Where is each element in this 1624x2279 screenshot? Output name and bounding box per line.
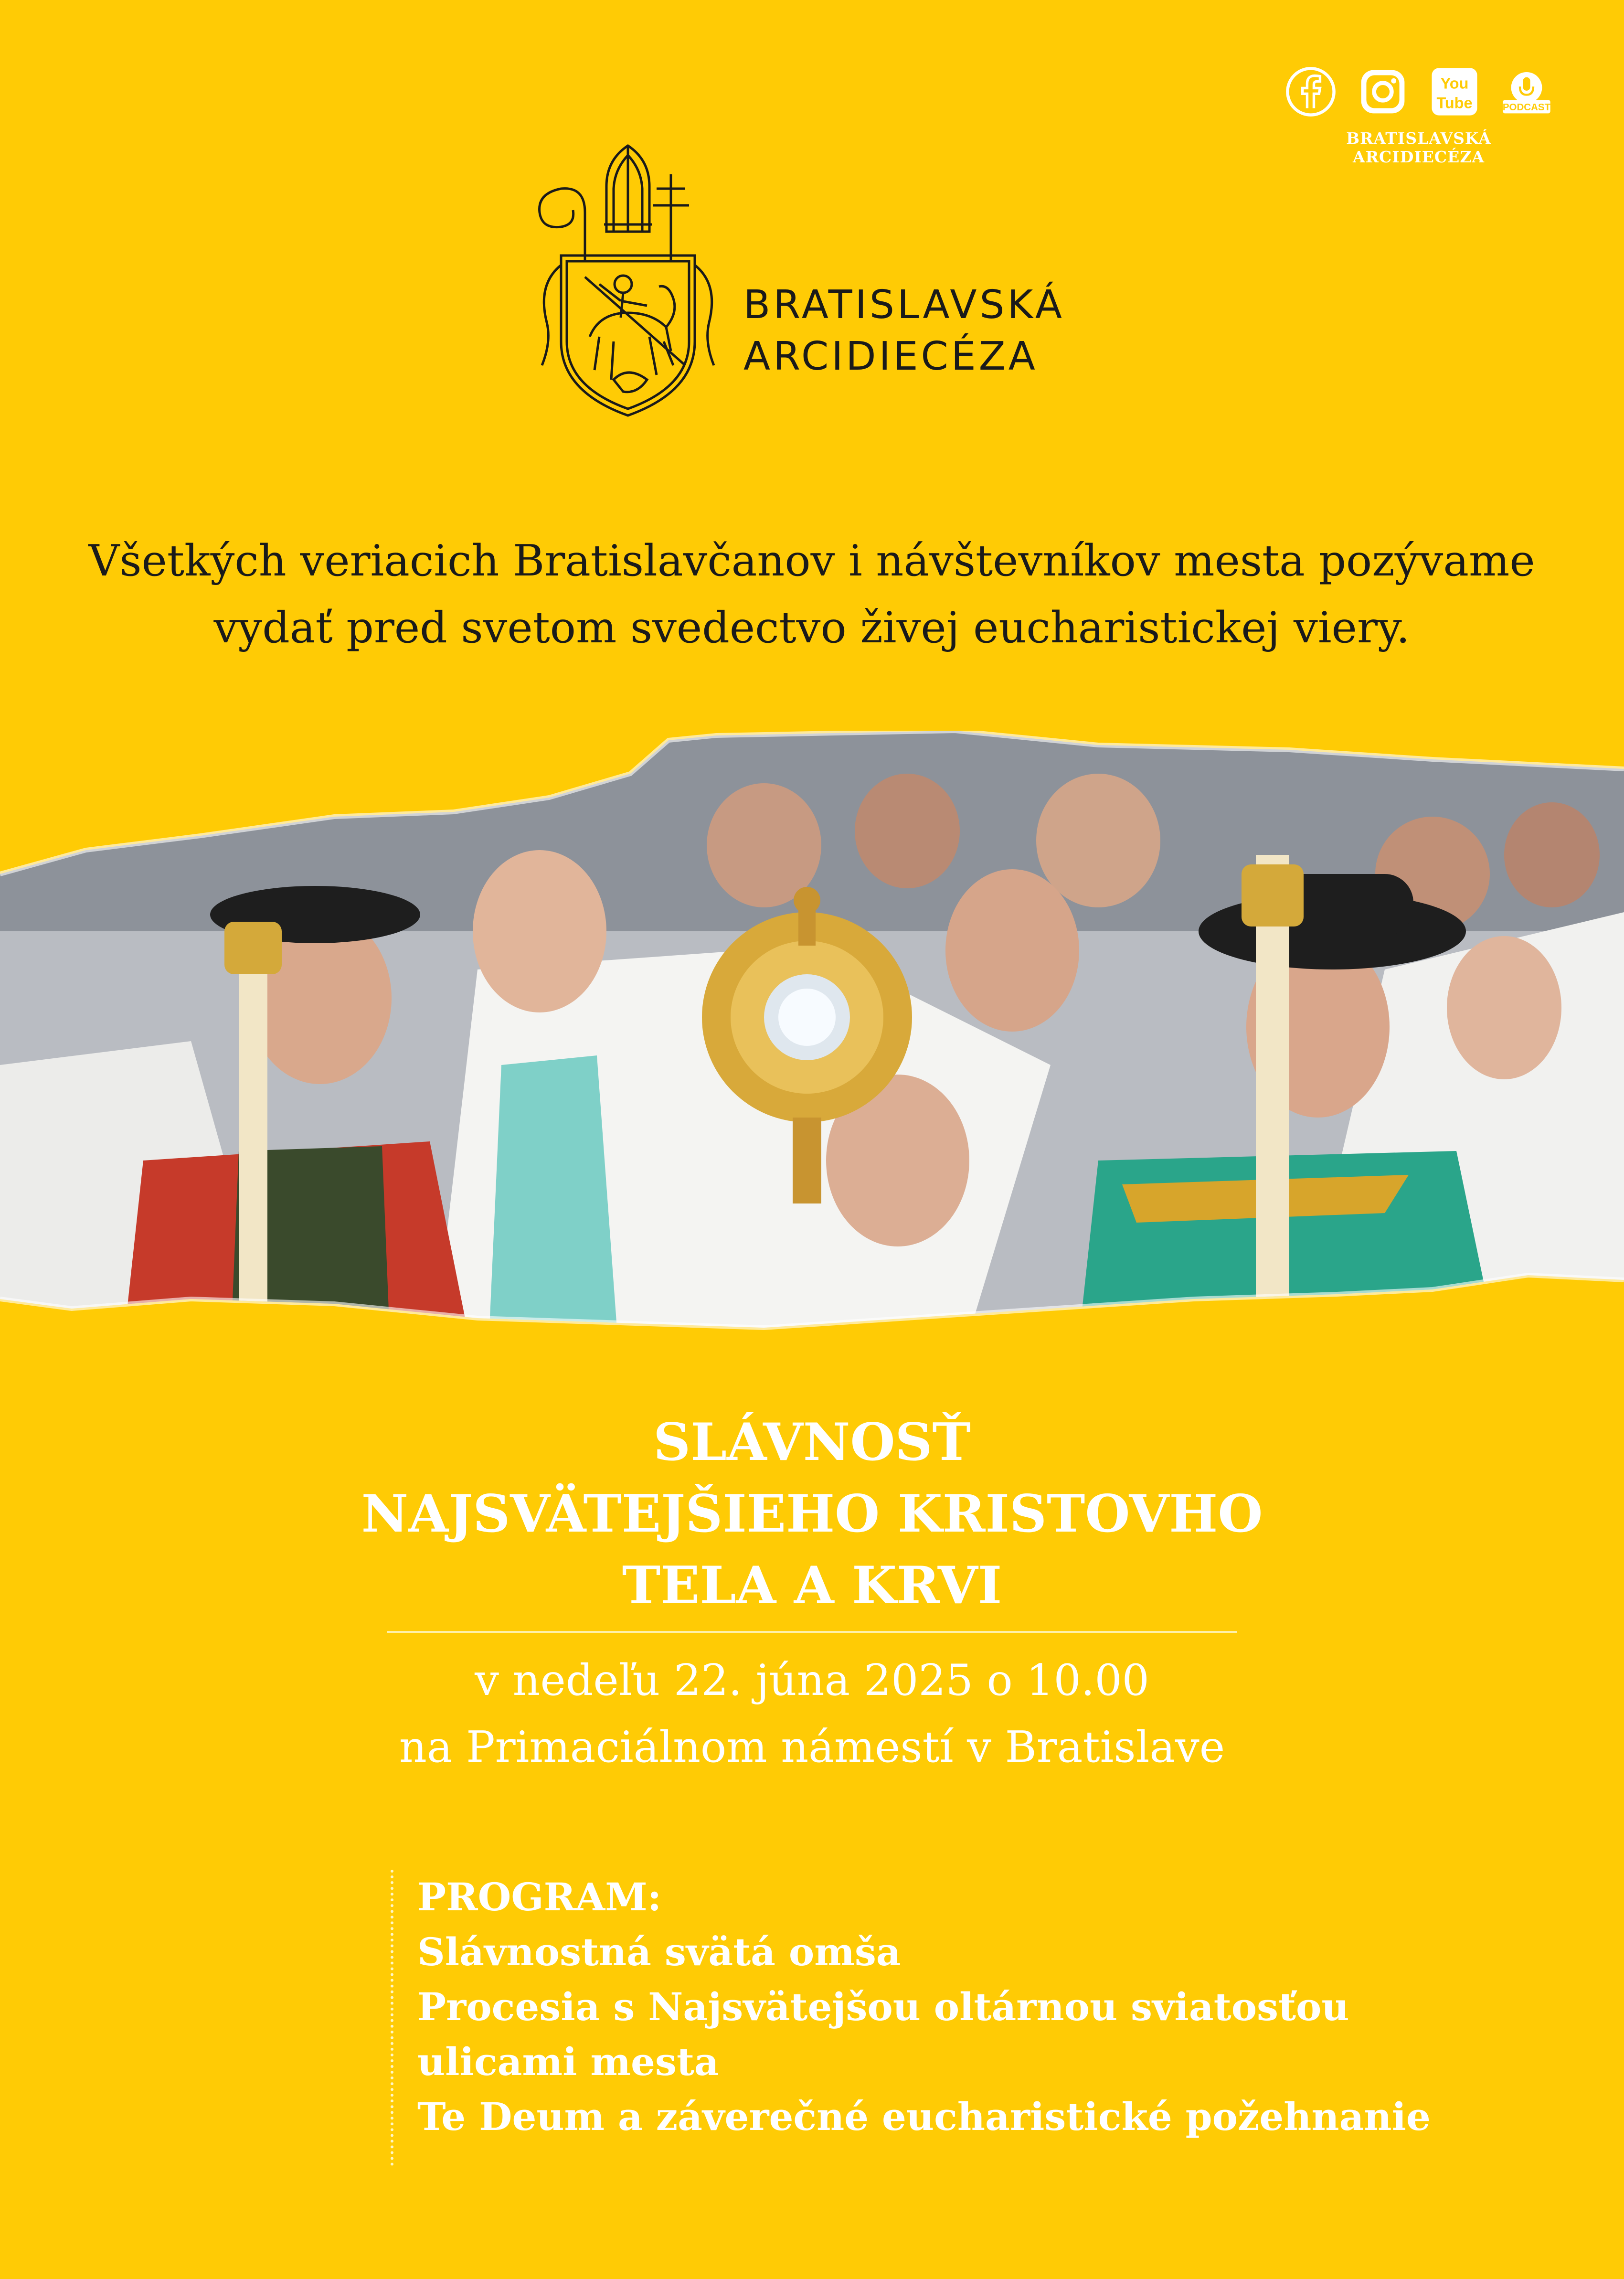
- program-list: [391, 1870, 1431, 2166]
- logo-line-1: BRATISLAVSKÁ: [743, 282, 1065, 328]
- facebook-icon[interactable]: [1285, 66, 1337, 117]
- social-links: [1285, 63, 1552, 166]
- program-heading: PROGRAM:: [417, 1874, 662, 1919]
- feast-place: na Primaciálnom námestí v Bratislave: [399, 1722, 1225, 1772]
- logo-line-2: ARCIDIECÉZA: [743, 334, 1038, 379]
- podcast-icon[interactable]: [1501, 66, 1552, 117]
- feast-date: v nedeľu 22. júna 2025 o 10.00: [475, 1655, 1149, 1705]
- procession-photo: [0, 731, 1624, 1380]
- youtube-label-top: You: [1440, 75, 1469, 92]
- feast-section: [0, 1406, 1624, 1781]
- program-item: Procesia s Najsvätejšou oltárnou sviatosťou: [417, 1984, 1349, 2029]
- invitation-line-1: Všetkých veriacich Bratislavčanov i návštevníkov mesta pozývame: [88, 536, 1535, 586]
- program-item: ulicami mesta: [417, 2039, 719, 2084]
- feast-title-line-2: NAJSVÄTEJŠIEHO KRISTOVHO: [361, 1484, 1263, 1544]
- coat-of-arms-icon: [528, 141, 728, 423]
- social-caption: BRATISLAVSKÁ ARCIDIECÉZA: [1346, 129, 1491, 166]
- feast-title-line-3: TELA A KRVI: [622, 1555, 1002, 1616]
- archdiocese-logo: [528, 141, 1101, 427]
- invitation-text: [48, 528, 1576, 661]
- podcast-label: PODCAST: [1502, 101, 1551, 113]
- youtube-label-bottom: Tube: [1436, 94, 1473, 112]
- program-item: Slávnostná svätá omša: [417, 1929, 901, 1974]
- youtube-icon[interactable]: [1429, 66, 1480, 117]
- program-item: Te Deum a záverečné eucharistické požehnanie: [417, 2094, 1431, 2139]
- instagram-icon[interactable]: [1357, 66, 1409, 117]
- invitation-line-2: vydať pred svetom svedectvo živej eucharistickej viery.: [213, 603, 1410, 653]
- feast-title-line-1: SLÁVNOSŤ: [653, 1412, 971, 1472]
- divider: [387, 1631, 1237, 1633]
